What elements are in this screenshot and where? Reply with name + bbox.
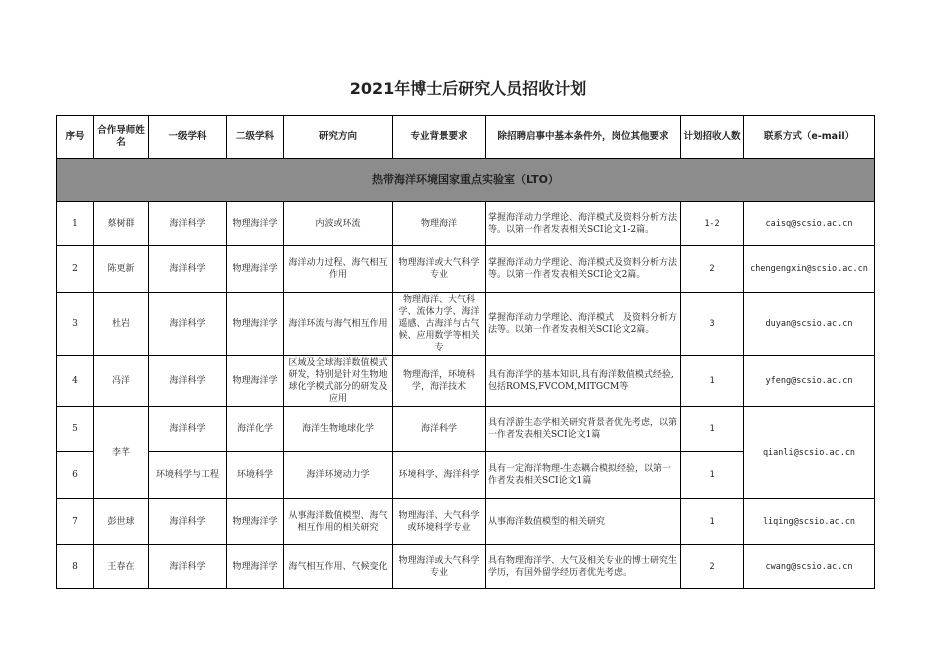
header-advisor: 合作导师姓名 — [94, 116, 149, 159]
cell-other: 掌握海洋动力学理论、海洋模式及资料分析方法等。以第一作者发表相关SCI论文1-2篇。 — [486, 202, 681, 246]
table-row — [57, 545, 875, 589]
table-row — [57, 293, 875, 356]
cell-other: 从事海洋数值模型的相关研究 — [486, 499, 681, 545]
table-row — [57, 356, 875, 407]
cell-level2: 物理海洋学 — [227, 545, 284, 589]
cell-other: 具有浮游生态学相关研究背景者优先考虑，以第一作者发表相关SCI论文1篇 — [486, 407, 681, 452]
cell-email: duyan@scsio.ac.cn — [744, 293, 875, 356]
cell-level1: 海洋科学 — [149, 293, 227, 356]
cell-other: 掌握海洋动力学理论、海洋模式及资料分析方法等。以第一作者发表相关SCI论文2篇。 — [486, 246, 681, 293]
section-title: 热带海洋环境国家重点实验室（LTO） — [57, 159, 875, 202]
cell-level1: 海洋科学 — [149, 202, 227, 246]
table-row — [57, 246, 875, 293]
cell-level1: 环境科学与工程 — [149, 452, 227, 499]
cell-no: 1 — [57, 202, 94, 246]
cell-level2: 物理海洋学 — [227, 202, 284, 246]
cell-direction: 海洋动力过程、海气相互作用 — [284, 246, 393, 293]
cell-background: 物理海洋、大气科学或环境科学专业 — [393, 499, 486, 545]
cell-advisor: 冯洋 — [94, 356, 149, 407]
cell-advisor: 王春在 — [94, 545, 149, 589]
cell-level1: 海洋科学 — [149, 356, 227, 407]
cell-level1: 海洋科学 — [149, 407, 227, 452]
header-no: 序号 — [57, 116, 94, 159]
cell-direction: 海洋环境动力学 — [284, 452, 393, 499]
cell-quota: 1 — [681, 356, 744, 407]
cell-other: 具有一定海洋物理-生态耦合模拟经验，以第一作者发表相关SCI论文1篇 — [486, 452, 681, 499]
table-row — [57, 407, 875, 452]
cell-no: 6 — [57, 452, 94, 499]
table-row — [57, 499, 875, 545]
cell-background: 物理海洋、大气科学、流体力学、海洋遥感、古海洋与古气候、应用数学等相关专 — [393, 293, 486, 356]
cell-advisor: 李芊 — [94, 407, 149, 499]
cell-quota: 1-2 — [681, 202, 744, 246]
cell-level2: 物理海洋学 — [227, 499, 284, 545]
cell-quota: 1 — [681, 452, 744, 499]
cell-level2: 物理海洋学 — [227, 246, 284, 293]
recruitment-table — [56, 115, 875, 589]
header-row — [57, 116, 875, 159]
header-other: 除招聘启事中基本条件外，岗位其他要求 — [486, 116, 681, 159]
cell-no: 3 — [57, 293, 94, 356]
page-title: 2021年博士后研究人员招收计划 — [349, 79, 587, 98]
cell-advisor: 蔡树群 — [94, 202, 149, 246]
cell-background: 环境科学、海洋科学 — [393, 452, 486, 499]
cell-quota: 2 — [681, 246, 744, 293]
header-background: 专业背景要求 — [393, 116, 486, 159]
section-row — [57, 159, 875, 202]
cell-other: 具有物理海洋学、大气及相关专业的博士研究生学历，有国外留学经历者优先考虑。 — [486, 545, 681, 589]
cell-email: chengengxin@scsio.ac.cn — [744, 246, 875, 293]
cell-email: cwang@scsio.ac.cn — [744, 545, 875, 589]
cell-background: 海洋科学 — [393, 407, 486, 452]
cell-direction: 海气相互作用、气候变化 — [284, 545, 393, 589]
cell-advisor: 杜岩 — [94, 293, 149, 356]
cell-quota: 2 — [681, 545, 744, 589]
cell-no: 4 — [57, 356, 94, 407]
cell-quota: 1 — [681, 407, 744, 452]
cell-level2: 物理海洋学 — [227, 293, 284, 356]
table-row — [57, 202, 875, 246]
cell-level2: 环境科学 — [227, 452, 284, 499]
cell-direction: 从事海洋数值模型、海气相互作用的相关研究 — [284, 499, 393, 545]
cell-email: qianli@scsio.ac.cn — [744, 407, 875, 499]
cell-direction: 内波或环流 — [284, 202, 393, 246]
cell-email: caisq@scsio.ac.cn — [744, 202, 875, 246]
cell-email: yfeng@scsio.ac.cn — [744, 356, 875, 407]
cell-direction: 海洋生物地球化学 — [284, 407, 393, 452]
cell-email: liqing@scsio.ac.cn — [744, 499, 875, 545]
cell-other: 具有海洋学的基本知识,具有海洋数值模式经验,包括ROMS,FVCOM,MITGCM等 — [486, 356, 681, 407]
cell-level1: 海洋科学 — [149, 545, 227, 589]
header-contact: 联系方式（e-mail） — [744, 116, 875, 159]
cell-other: 掌握海洋动力学理论、海洋模式 及资料分析方法等。以第一作者发表相关SCI论文2篇。 — [486, 293, 681, 356]
cell-background: 物理海洋或大气科学专业 — [393, 545, 486, 589]
cell-no: 2 — [57, 246, 94, 293]
cell-no: 7 — [57, 499, 94, 545]
cell-level2: 海洋化学 — [227, 407, 284, 452]
cell-background: 物理海洋或大气科学专业 — [393, 246, 486, 293]
cell-direction: 海洋环流与海气相互作用 — [284, 293, 393, 356]
cell-quota: 3 — [681, 293, 744, 356]
cell-level2: 物理海洋学 — [227, 356, 284, 407]
cell-level1: 海洋科学 — [149, 499, 227, 545]
cell-no: 8 — [57, 545, 94, 589]
header-level2: 二级学科 — [227, 116, 284, 159]
cell-level1: 海洋科学 — [149, 246, 227, 293]
cell-no: 5 — [57, 407, 94, 452]
cell-advisor: 陈更新 — [94, 246, 149, 293]
header-direction: 研究方向 — [284, 116, 393, 159]
header-quota: 计划招收人数 — [681, 116, 744, 159]
cell-direction: 区域及全球海洋数值模式研发，特别是针对生物地球化学模式部分的研发及应用 — [284, 356, 393, 407]
cell-quota: 1 — [681, 499, 744, 545]
cell-advisor: 彭世球 — [94, 499, 149, 545]
cell-background: 物理海洋 — [393, 202, 486, 246]
header-level1: 一级学科 — [149, 116, 227, 159]
cell-background: 物理海洋，环境科学，海洋技术 — [393, 356, 486, 407]
